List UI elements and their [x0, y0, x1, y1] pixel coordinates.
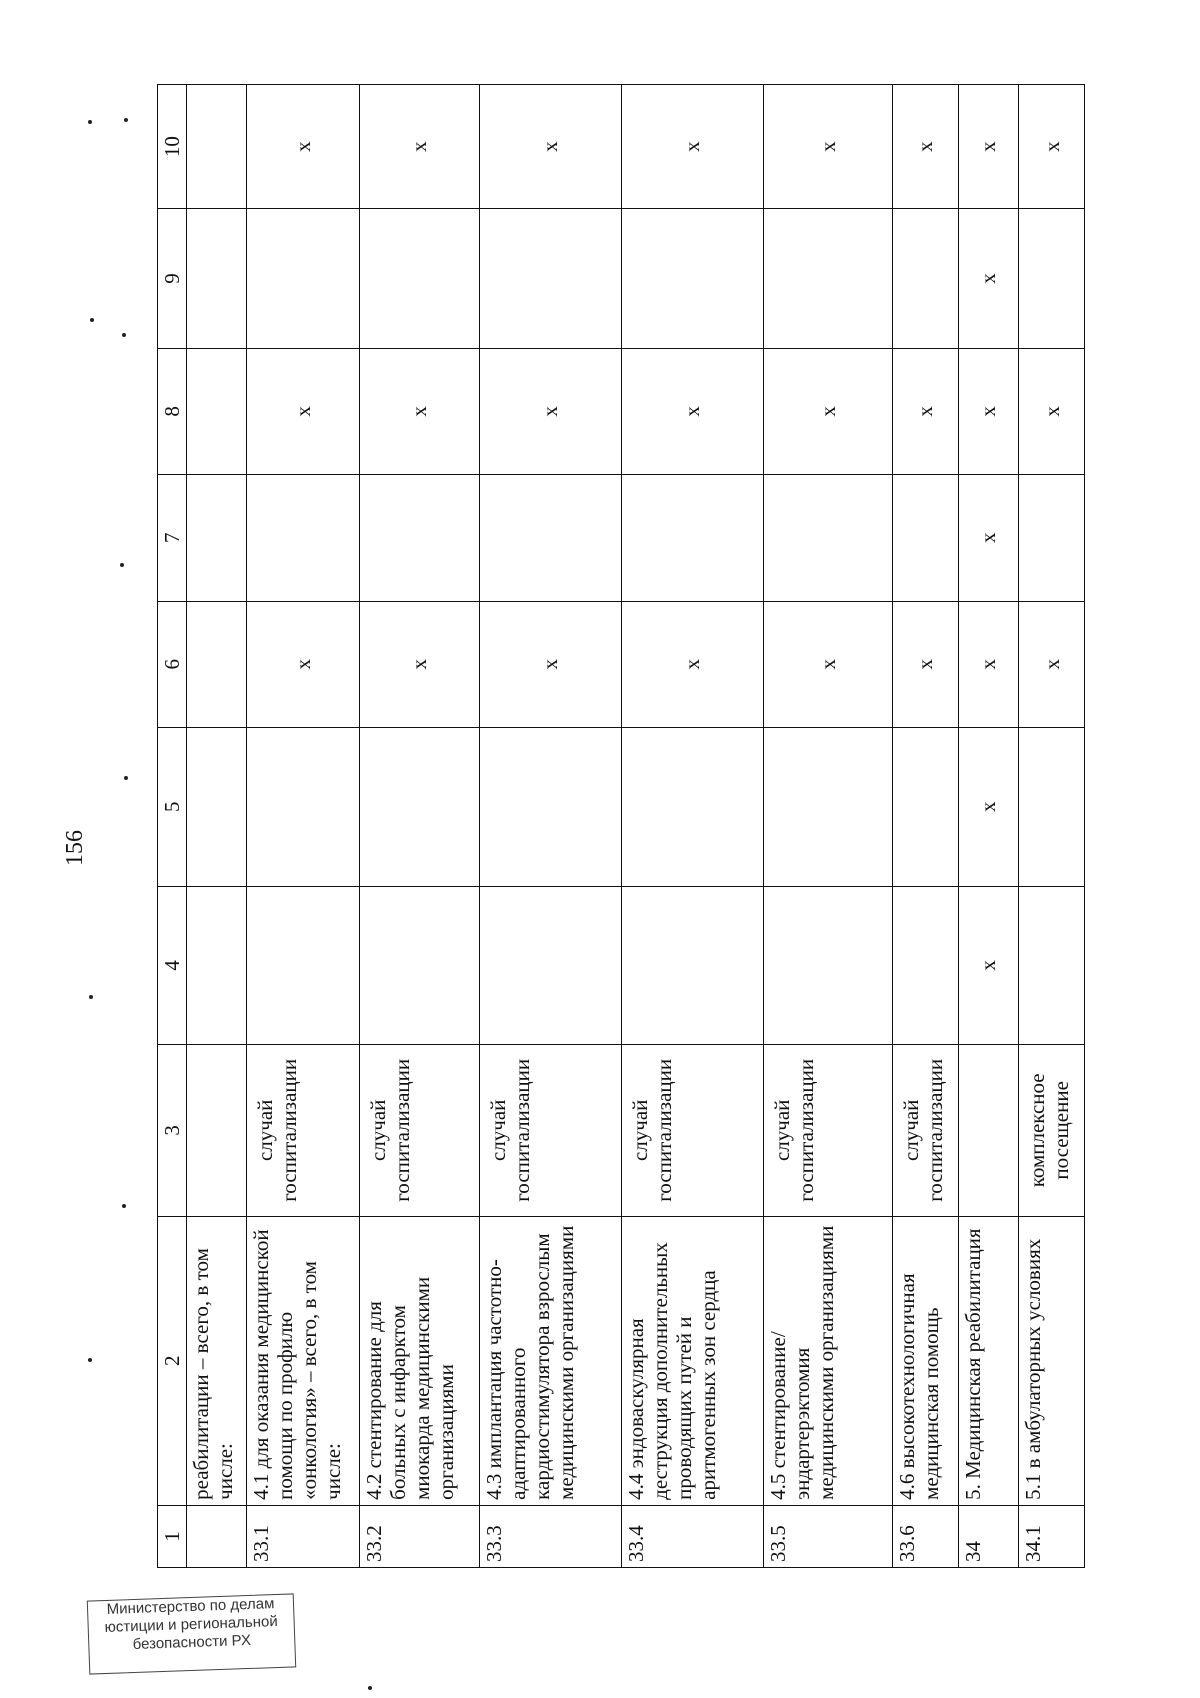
cell-value: [247, 886, 359, 1045]
cell-value: х: [247, 85, 359, 209]
cell-value: [359, 209, 479, 348]
cell-row-number: 33.5: [763, 1505, 892, 1567]
cell-value: [763, 727, 892, 886]
cell-unit: случай госпитализации: [763, 1045, 892, 1216]
page-number: 156: [62, 830, 88, 866]
cell-value: х: [763, 601, 892, 727]
cell-value: [479, 886, 621, 1045]
header-cell: 7: [158, 475, 187, 601]
header-cell: 6: [158, 601, 187, 727]
scan-speck: [88, 120, 92, 124]
cell-value: [621, 475, 763, 601]
cell-value: [893, 209, 959, 348]
header-cell: 4: [158, 886, 187, 1045]
cell-value: [893, 475, 959, 601]
cell-value: [247, 209, 359, 348]
table-row: [763, 85, 892, 1568]
cell-value: х: [247, 601, 359, 727]
scan-speck: [368, 1686, 372, 1690]
cell-value: [187, 886, 247, 1045]
header-cell: 2: [158, 1216, 187, 1505]
header-cell: 5: [158, 727, 187, 886]
cell-value: [621, 886, 763, 1045]
cell-value: [187, 601, 247, 727]
cell-unit: случай госпитализации: [893, 1045, 959, 1216]
cell-name: 4.1 для оказания медицинской помощи по профилю «онкология» – всего, в том числе:: [247, 1216, 359, 1505]
table-row: [187, 85, 247, 1568]
cell-value: [621, 209, 763, 348]
cell-name: 4.3 имплантация частотно-адаптированного кардиостимулятора взрослым медицинскими организациями: [479, 1216, 621, 1505]
cell-row-number: 33.4: [621, 1505, 763, 1567]
scan-speck: [90, 318, 94, 322]
stamp-line: безопасности РХ: [132, 1631, 252, 1654]
cell-value: х: [479, 348, 621, 474]
cell-value: [187, 85, 247, 209]
registration-stamp: [87, 1593, 296, 1674]
cell-value: х: [1019, 601, 1085, 727]
cell-name: реабилитации – всего, в том числе:: [187, 1216, 247, 1505]
cell-value: [187, 475, 247, 601]
table-row: [479, 85, 621, 1568]
scan-speck: [122, 1204, 126, 1208]
cell-value: х: [958, 727, 1018, 886]
header-row: [158, 85, 187, 1568]
cell-unit: [958, 1045, 1018, 1216]
cell-name: 5. Медицинская реабилитация: [958, 1216, 1018, 1505]
cell-value: х: [359, 85, 479, 209]
header-cell: 8: [158, 348, 187, 474]
cell-value: [479, 727, 621, 886]
cell-value: х: [958, 475, 1018, 601]
scan-speck: [124, 118, 128, 122]
cell-value: [479, 209, 621, 348]
cell-value: х: [893, 85, 959, 209]
cell-value: х: [359, 348, 479, 474]
table-row: [621, 85, 763, 1568]
cell-value: [359, 886, 479, 1045]
cell-value: [1019, 727, 1085, 886]
cell-unit: случай госпитализации: [479, 1045, 621, 1216]
table-row: [247, 85, 359, 1568]
scan-speck: [122, 333, 126, 337]
cell-name: 4.6 высокотехнологичная медицинская помощь: [893, 1216, 959, 1505]
cell-value: х: [763, 85, 892, 209]
scan-speck: [88, 1358, 92, 1362]
cell-value: х: [958, 85, 1018, 209]
cell-value: х: [621, 601, 763, 727]
header-cell: 1: [158, 1505, 187, 1567]
cell-value: х: [958, 601, 1018, 727]
table-row: [359, 85, 479, 1568]
cell-row-number: 33.6: [893, 1505, 959, 1567]
cell-value: [247, 475, 359, 601]
cell-value: х: [1019, 85, 1085, 209]
cell-value: [893, 886, 959, 1045]
cell-value: х: [763, 348, 892, 474]
cell-value: [893, 727, 959, 886]
cell-value: [621, 727, 763, 886]
header-cell: 10: [158, 85, 187, 209]
scan-speck: [124, 776, 128, 780]
header-cell: 9: [158, 209, 187, 348]
table-row: [893, 85, 959, 1568]
cell-unit: случай госпитализации: [247, 1045, 359, 1216]
cell-unit: [187, 1045, 247, 1216]
cell-unit: комплексное посещение: [1019, 1045, 1085, 1216]
cell-value: [247, 727, 359, 886]
cell-row-number: 33.3: [479, 1505, 621, 1567]
cell-unit: случай госпитализации: [621, 1045, 763, 1216]
cell-value: [187, 348, 247, 474]
cell-value: х: [958, 348, 1018, 474]
cell-value: х: [621, 348, 763, 474]
cell-value: [763, 886, 892, 1045]
data-table: [157, 84, 1085, 1568]
cell-value: х: [958, 886, 1018, 1045]
cell-row-number: 33.1: [247, 1505, 359, 1567]
cell-value: [763, 475, 892, 601]
cell-unit: случай госпитализации: [359, 1045, 479, 1216]
cell-value: х: [479, 601, 621, 727]
cell-name: 4.4 эндоваскулярная деструкция дополнительных проводящих путей и аритмогенных зон сердца: [621, 1216, 763, 1505]
cell-row-number: 34: [958, 1505, 1018, 1567]
cell-value: х: [621, 85, 763, 209]
table-row: [958, 85, 1018, 1568]
cell-value: х: [893, 348, 959, 474]
scan-speck: [120, 563, 124, 567]
cell-value: х: [247, 348, 359, 474]
cell-value: х: [958, 209, 1018, 348]
cell-name: 5.1 в амбулаторных условиях: [1019, 1216, 1085, 1505]
stamp-line: юстиции и региональной: [104, 1612, 278, 1637]
cell-value: [187, 727, 247, 886]
cell-row-number: 34.1: [1019, 1505, 1085, 1567]
cell-row-number: 33.2: [359, 1505, 479, 1567]
cell-value: [1019, 475, 1085, 601]
cell-name: 4.5 стентирование/ эндартерэктомия медицинскими организациями: [763, 1216, 892, 1505]
cell-value: х: [1019, 348, 1085, 474]
cell-value: [1019, 886, 1085, 1045]
cell-row-number: [187, 1505, 247, 1567]
cell-value: х: [359, 601, 479, 727]
table-row: [1019, 85, 1085, 1568]
cell-value: [479, 475, 621, 601]
cell-value: [1019, 209, 1085, 348]
cell-value: х: [893, 601, 959, 727]
cell-value: х: [479, 85, 621, 209]
stamp-line: Министерство по делам: [106, 1595, 275, 1618]
scan-speck: [89, 995, 93, 999]
cell-value: [359, 727, 479, 886]
table-rotated-wrapper: [157, 84, 1085, 1568]
cell-value: [359, 475, 479, 601]
cell-value: [763, 209, 892, 348]
cell-name: 4.2 стентирование для больных с инфарктом миокарда медицинскими организациями: [359, 1216, 479, 1505]
cell-value: [187, 209, 247, 348]
header-cell: 3: [158, 1045, 187, 1216]
